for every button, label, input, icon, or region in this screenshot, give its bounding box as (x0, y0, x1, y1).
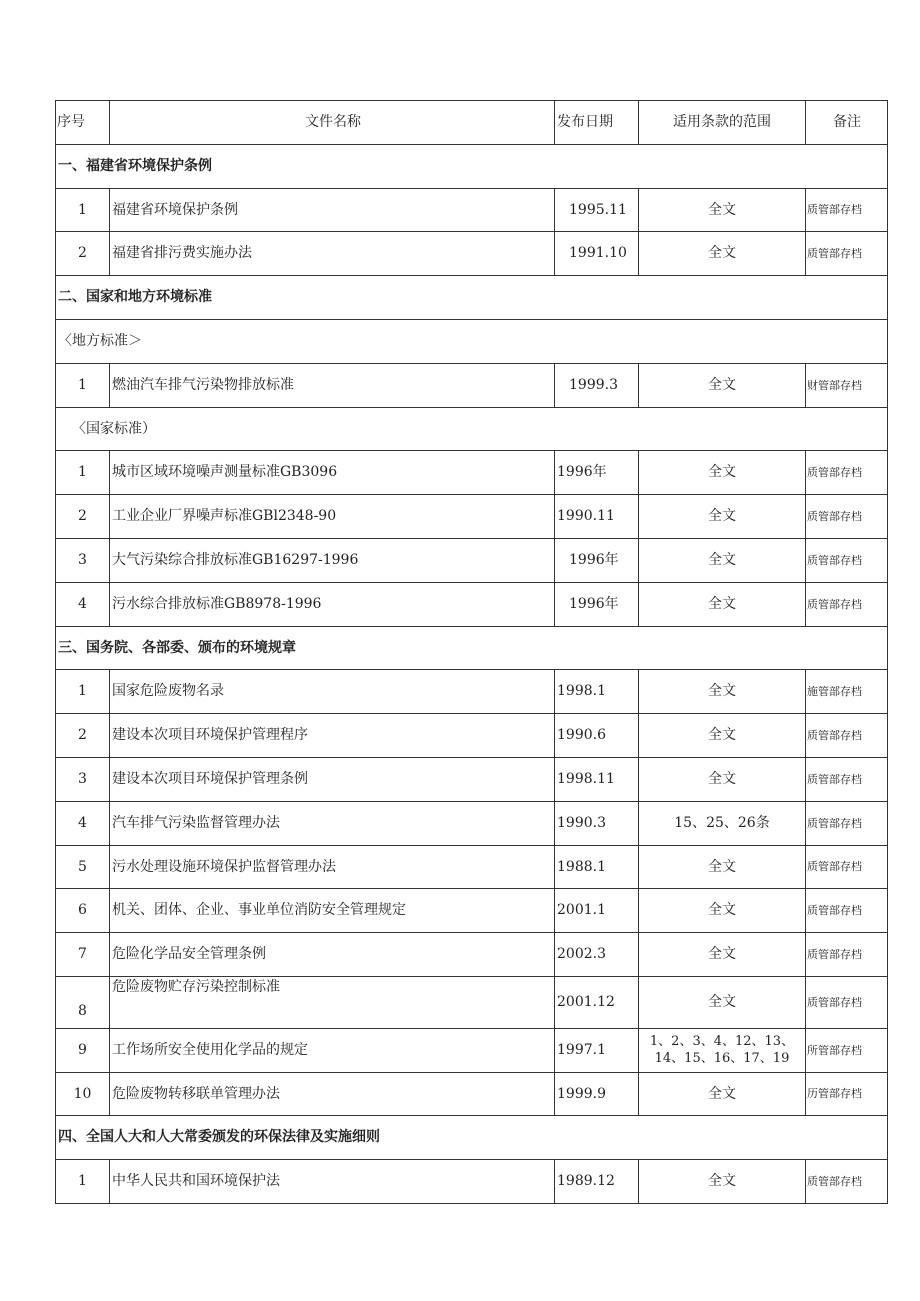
subsection-heading (56, 407, 888, 451)
row-date: 1989.12 (555, 1160, 639, 1204)
row-note: 所管部存档 (806, 1028, 888, 1072)
row-note: 质管部存档 (806, 933, 888, 977)
table-row (56, 670, 888, 714)
row-no: 5 (56, 845, 110, 889)
row-name: 建设本次项目环境保护管理程序 (110, 714, 555, 758)
row-note: 质管部存档 (806, 451, 888, 495)
row-date: 1988.1 (555, 845, 639, 889)
row-no: 2 (56, 232, 110, 276)
row-date: 2001.1 (555, 889, 639, 933)
table-row (56, 232, 888, 276)
table-row (56, 451, 888, 495)
row-name: 危险化学品安全管理条例 (110, 933, 555, 977)
table-row (56, 801, 888, 845)
row-no: 2 (56, 714, 110, 758)
row-scope: 全文 (639, 232, 806, 276)
section-heading (56, 276, 888, 320)
row-date: 1998.1 (555, 670, 639, 714)
header-row (56, 101, 888, 145)
row-date: 1995.11 (555, 188, 639, 232)
row-no: 7 (56, 933, 110, 977)
row-name: 国家危险废物名录 (110, 670, 555, 714)
row-note: 质管部存档 (806, 845, 888, 889)
subsection-label: 〈地方标准＞ (56, 319, 888, 363)
row-note: 历管部存档 (806, 1072, 888, 1116)
table-row (56, 714, 888, 758)
row-name: 建设本次项目环境保护管理条例 (110, 757, 555, 801)
row-name: 燃油汽车排气污染物排放标准 (110, 363, 555, 407)
row-note: 施管部存档 (806, 670, 888, 714)
row-date: 1997.1 (555, 1028, 639, 1072)
row-date: 1998.11 (555, 757, 639, 801)
row-scope: 全文 (639, 495, 806, 539)
row-date: 1996年 (555, 451, 639, 495)
row-no: 4 (56, 801, 110, 845)
header-date: 发布日期 (555, 101, 639, 145)
row-note: 质管部存档 (806, 582, 888, 626)
row-scope: 全文 (639, 1160, 806, 1204)
section-heading (56, 626, 888, 670)
row-no: 9 (56, 1028, 110, 1072)
row-no: 3 (56, 538, 110, 582)
row-name: 污水处理设施环境保护监督管理办法 (110, 845, 555, 889)
row-no: 1 (56, 188, 110, 232)
row-scope: 全文 (639, 1072, 806, 1116)
row-scope: 全文 (639, 363, 806, 407)
row-date: 1991.10 (555, 232, 639, 276)
row-note: 质管部存档 (806, 188, 888, 232)
table-row (56, 976, 888, 1028)
row-note: 质管部存档 (806, 889, 888, 933)
table-row (56, 845, 888, 889)
row-note: 质管部存档 (806, 714, 888, 758)
row-name: 工作场所安全使用化学品的规定 (110, 1028, 555, 1072)
section-title: 四、全国人大和人大常委颁发的环保法律及实施细则 (56, 1116, 888, 1160)
section-heading (56, 1116, 888, 1160)
table-row (56, 889, 888, 933)
row-date: 2001.12 (555, 976, 639, 1028)
row-scope: 1、2、3、4、12、13、14、15、16、17、19 (639, 1028, 806, 1072)
section-title: 三、国务院、各部委、颁布的环境规章 (56, 626, 888, 670)
row-note: 质管部存档 (806, 538, 888, 582)
row-note: 质管部存档 (806, 801, 888, 845)
section-title: 一、福建省环境保护条例 (56, 144, 888, 188)
row-note: 质管部存档 (806, 495, 888, 539)
row-no: 1 (56, 451, 110, 495)
table-row (56, 1160, 888, 1204)
table-row (56, 1072, 888, 1116)
row-date: 1996年 (555, 538, 639, 582)
row-note: 财管部存档 (806, 363, 888, 407)
row-name: 中华人民共和国环境保护法 (110, 1160, 555, 1204)
row-scope: 全文 (639, 889, 806, 933)
row-date: 1990.3 (555, 801, 639, 845)
row-scope: 全文 (639, 933, 806, 977)
row-scope: 全文 (639, 538, 806, 582)
row-note: 质管部存档 (806, 1160, 888, 1204)
row-date: 1999.9 (555, 1072, 639, 1116)
header-name: 文件名称 (110, 101, 555, 145)
row-no: 6 (56, 889, 110, 933)
row-name: 危险废物转移联单管理办法 (110, 1072, 555, 1116)
row-name: 污水综合排放标准GB8978-1996 (110, 582, 555, 626)
row-no: 1 (56, 670, 110, 714)
header-no: 序号 (56, 101, 110, 145)
row-date: 1990.11 (555, 495, 639, 539)
row-no: 4 (56, 582, 110, 626)
row-scope: 全文 (639, 845, 806, 889)
row-date: 1996年 (555, 582, 639, 626)
header-scope: 适用条款的范围 (639, 101, 806, 145)
row-date: 1990.6 (555, 714, 639, 758)
section-title: 二、国家和地方环境标准 (56, 276, 888, 320)
row-name: 危险废物贮存污染控制标准 (110, 976, 555, 1028)
table-row (56, 1028, 888, 1072)
table-row (56, 582, 888, 626)
row-no: 10 (56, 1072, 110, 1116)
row-no: 8 (56, 976, 110, 1028)
subsection-heading (56, 319, 888, 363)
row-name: 大气污染综合排放标准GB16297-1996 (110, 538, 555, 582)
row-name: 机关、团体、企业、事业单位消防安全管理规定 (110, 889, 555, 933)
row-note: 质管部存档 (806, 757, 888, 801)
row-name: 福建省排污费实施办法 (110, 232, 555, 276)
table-row (56, 188, 888, 232)
table-row (56, 757, 888, 801)
row-note: 质管部存档 (806, 232, 888, 276)
header-note: 备注 (806, 101, 888, 145)
row-name: 工业企业厂界噪声标准GBl2348-90 (110, 495, 555, 539)
row-date: 1999.3 (555, 363, 639, 407)
row-scope: 全文 (639, 714, 806, 758)
row-scope: 全文 (639, 188, 806, 232)
row-name: 汽车排气污染监督管理办法 (110, 801, 555, 845)
row-scope: 15、25、26条 (639, 801, 806, 845)
row-no: 3 (56, 757, 110, 801)
row-scope: 全文 (639, 451, 806, 495)
section-heading (56, 144, 888, 188)
subsection-label: 〈国家标准） (56, 407, 888, 451)
regulation-table (55, 100, 888, 1204)
row-no: 2 (56, 495, 110, 539)
row-note: 质管部存档 (806, 976, 888, 1028)
row-scope: 全文 (639, 670, 806, 714)
row-no: 1 (56, 1160, 110, 1204)
row-name: 福建省环境保护条例 (110, 188, 555, 232)
row-name: 城市区域环境噪声测量标准GB3096 (110, 451, 555, 495)
row-scope: 全文 (639, 582, 806, 626)
table-row (56, 538, 888, 582)
row-scope: 全文 (639, 757, 806, 801)
row-no: 1 (56, 363, 110, 407)
row-date: 2002.3 (555, 933, 639, 977)
table-row (56, 495, 888, 539)
table-row (56, 363, 888, 407)
row-scope: 全文 (639, 976, 806, 1028)
table-row (56, 933, 888, 977)
